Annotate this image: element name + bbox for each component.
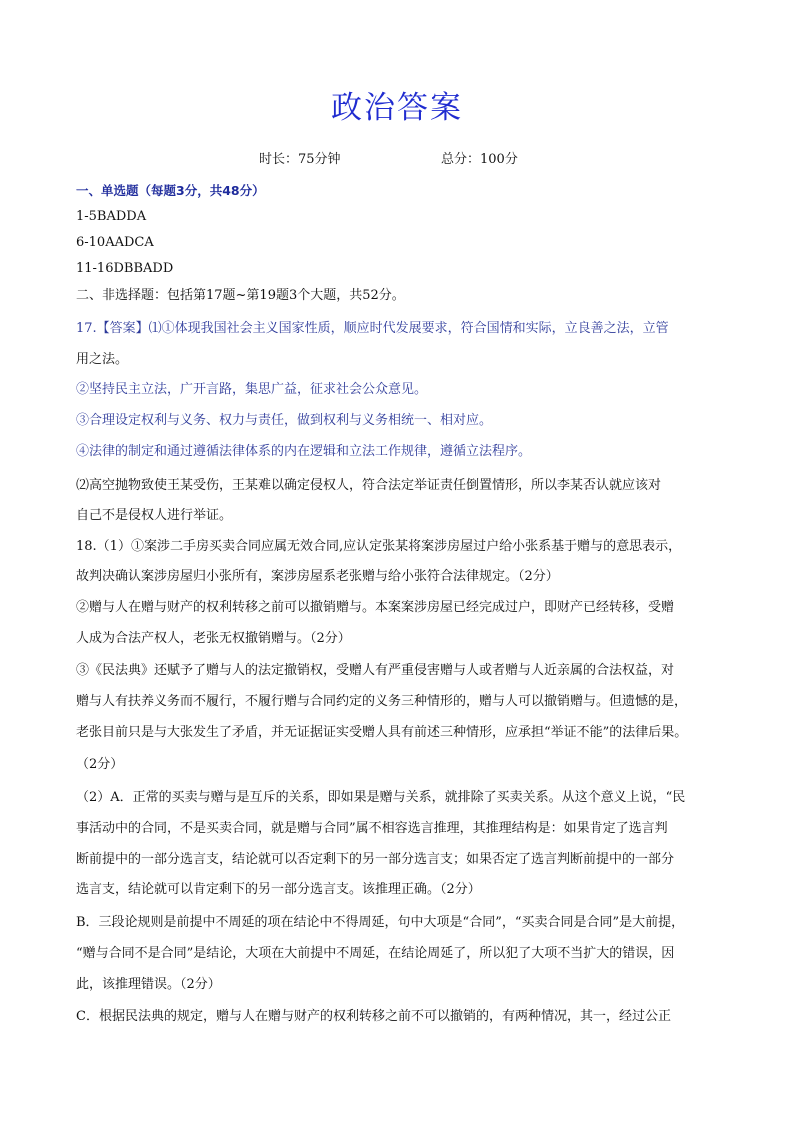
section-heading-non-choice: 二、非选择题：包括第17题~第19题3个大题，共52分。 xyxy=(76,288,405,303)
answer-line: 人成为合法产权人，老张无权撤销赠与。（2分） xyxy=(76,631,351,646)
answer-line: ②坚持民主立法，广开言路，集思广益，征求社会公众意见。 xyxy=(76,382,428,397)
answer-line: ⑵高空抛物致使王某受伤，王某难以确定侵权人，符合法定举证责任倒置情形，所以李某否认就应该对 xyxy=(76,478,662,493)
answer-line: 此，该推理错误。（2分） xyxy=(76,977,221,992)
exam-duration: 时长：75分钟 xyxy=(259,152,341,167)
answer-line: C．根据民法典的规定，赠与人在赠与财产的权利转移之前不可以撤销的，有两种情况，其一，经过公正 xyxy=(76,1009,671,1024)
answer-line: 用之法。 xyxy=(76,352,129,367)
answer-line: 自己不是侵权人进行举证。 xyxy=(76,508,233,523)
answer-line: （2）A．正常的买卖与赠与是互斥的关系，即如果是赠与关系，就排除了买卖关系。从这个意义上说，“民 xyxy=(76,790,686,805)
answer-line: ②赠与人在赠与财产的权利转移之前可以撤销赠与。本案案涉房屋已经完成过户，即财产已经转移，受赠 xyxy=(76,600,675,615)
answer-line: 11-16DBBADD xyxy=(76,261,174,276)
answer-line: 事活动中的合同，不是买卖合同，就是赠与合同”属不相容选言推理，其推理结构是：如果肯定了选言判 xyxy=(76,821,668,836)
section-heading-single-choice: 一、单选题（每题3分，共48分） xyxy=(76,183,265,198)
answer-line: ④法律的制定和通过遵循法律体系的内在逻辑和立法工作规律，遵循立法程序。 xyxy=(76,444,532,459)
answer-line: ③合理设定权利与义务、权力与责任，做到权利与义务相统一、相对应。 xyxy=(76,413,493,428)
answer-line: 选言支，结论就可以肯定剩下的另一部分选言支。该推理正确。（2分） xyxy=(76,882,481,897)
answer-line: ③《民法典》还赋予了赠与人的法定撤销权，受赠人有严重侵害赠与人或者赠与人近亲属的合法权益，对 xyxy=(76,663,675,678)
page-title: 政治答案 xyxy=(331,90,463,126)
answer-line: 故判决确认案涉房屋归小张所有，案涉房屋系老张赠与给小张符合法律规定。（2分） xyxy=(76,569,559,584)
answer-line: 赠与人有扶养义务而不履行，不履行赠与合同约定的义务三种情形的，赠与人可以撤销赠与。但遗憾的是， xyxy=(76,694,688,709)
answer-line: 18.（1）①案涉二手房买卖合同应属无效合同,应认定张某将案涉房屋过户给小张系基于赠与的意思表示， xyxy=(76,539,682,554)
answer-line: “赠与合同不是合同”是结论，大项在大前提中不周延，在结论周延了，所以犯了大项不当扩大的错误，因 xyxy=(76,946,675,961)
answer-line: 17.【答案】⑴①体现我国社会主义国家性质，顺应时代发展要求，符合国情和实际，立良善之法，立管 xyxy=(76,321,669,336)
answer-line: （2分） xyxy=(76,757,124,772)
exam-total-score: 总分：100分 xyxy=(441,152,518,167)
answer-line: 断前提中的一部分选言支，结论就可以否定剩下的另一部分选言支；如果否定了选言判断前提中的一部分 xyxy=(76,852,675,867)
answer-line: 1-5BADDA xyxy=(76,209,147,224)
answer-line: B．三段论规则是前提中不周延的项在结论中不得周延，句中大项是“合同”，“买卖合同是合同”是大前提， xyxy=(76,915,685,930)
answer-line: 老张目前只是与大张发生了矛盾，并无证据证实受赠人具有前述三种情形，应承担“举证不能”的法律后果。 xyxy=(76,725,688,740)
answer-line: 6-10AADCA xyxy=(76,235,154,250)
